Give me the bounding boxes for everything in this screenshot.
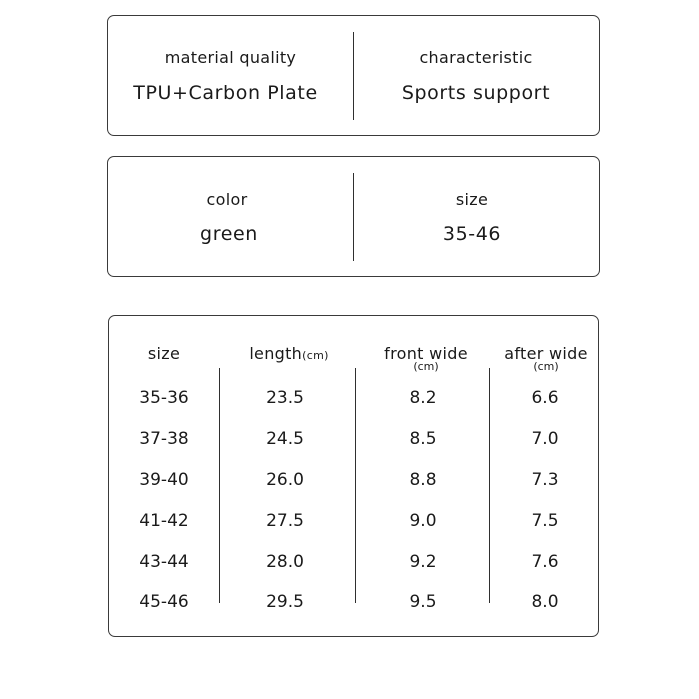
cell-after-wide: 7.5 <box>531 511 559 531</box>
header-front-wide: front wide <box>384 344 468 363</box>
cell-size: 37-38 <box>139 429 189 449</box>
cell-size: 41-42 <box>139 511 189 531</box>
size-chart-table <box>108 315 599 637</box>
column-divider <box>355 368 356 603</box>
cell-after-wide: 8.0 <box>531 592 559 612</box>
size-value: 35-46 <box>442 223 502 245</box>
header-front-unit: (cm) <box>413 360 439 373</box>
material-quality-value: TPU+Carbon Plate <box>133 82 318 104</box>
cell-size: 39-40 <box>139 470 189 490</box>
cell-length: 28.0 <box>266 552 304 572</box>
characteristic-label: characteristic <box>419 48 533 67</box>
cell-front-wide: 9.0 <box>409 511 437 531</box>
column-divider <box>219 368 220 603</box>
header-size: size <box>147 344 181 363</box>
cell-after-wide: 6.6 <box>531 388 559 408</box>
cell-front-wide: 9.5 <box>409 592 437 612</box>
cell-front-wide: 8.2 <box>409 388 437 408</box>
cell-length: 26.0 <box>266 470 304 490</box>
material-characteristic-card <box>107 15 600 136</box>
header-after-wide: after wide <box>504 344 588 363</box>
cell-length: 27.5 <box>266 511 304 531</box>
color-label: color <box>206 190 248 209</box>
card-divider <box>353 32 354 120</box>
cell-size: 45-46 <box>139 592 189 612</box>
cell-size: 43-44 <box>139 552 189 572</box>
cell-front-wide: 8.8 <box>409 470 437 490</box>
header-length-unit: (cm) <box>302 349 329 362</box>
cell-length: 24.5 <box>266 429 304 449</box>
color-size-card <box>107 156 600 277</box>
cell-front-wide: 9.2 <box>409 552 437 572</box>
cell-length: 23.5 <box>266 388 304 408</box>
cell-size: 35-36 <box>139 388 189 408</box>
header-length <box>234 344 344 363</box>
cell-front-wide: 8.5 <box>409 429 437 449</box>
header-length-text: length <box>249 344 303 363</box>
cell-after-wide: 7.6 <box>531 552 559 572</box>
header-after-unit: (cm) <box>533 360 559 373</box>
cell-after-wide: 7.3 <box>531 470 559 490</box>
characteristic-value: Sports support <box>401 82 551 104</box>
cell-length: 29.5 <box>266 592 304 612</box>
material-quality-label: material quality <box>164 48 297 67</box>
column-divider <box>489 368 490 603</box>
card-divider <box>353 173 354 261</box>
color-value: green <box>200 223 258 245</box>
cell-after-wide: 7.0 <box>531 429 559 449</box>
size-label: size <box>455 190 489 209</box>
